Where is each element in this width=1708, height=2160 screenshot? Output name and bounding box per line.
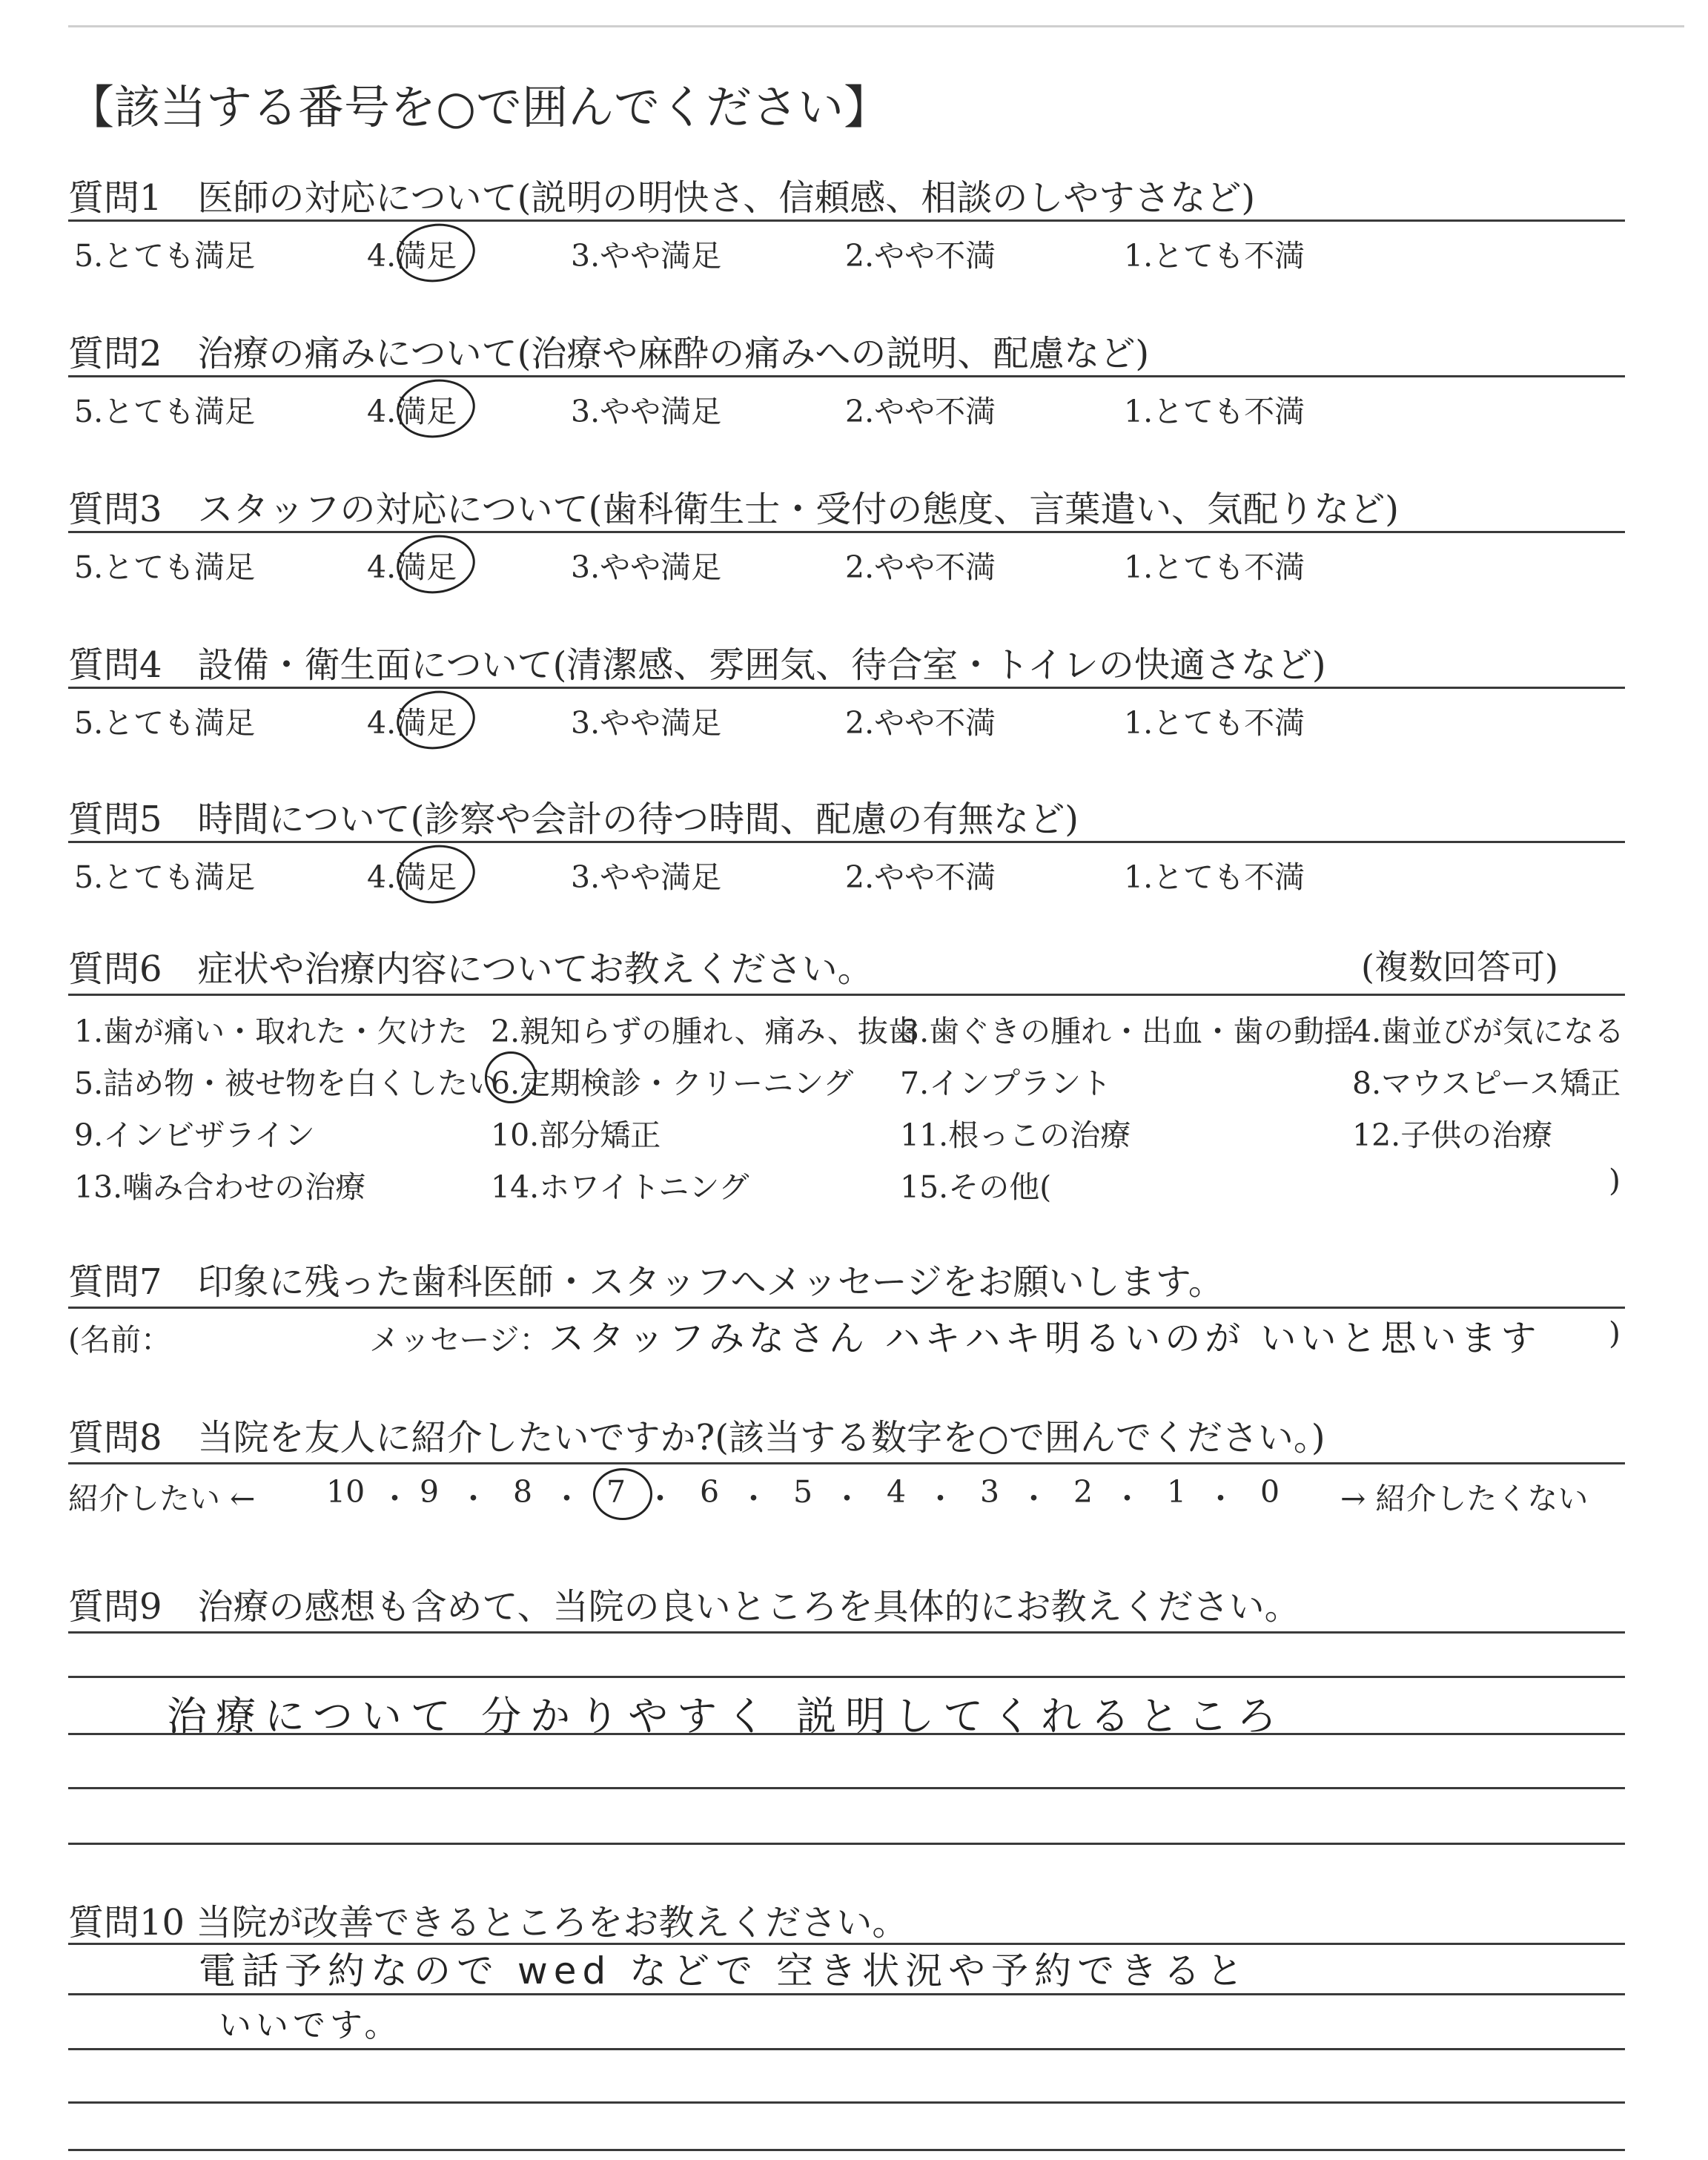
- q6-item-15-close: ): [1609, 1163, 1621, 1198]
- q3-option-1[interactable]: 1.とても不満: [1124, 549, 1305, 585]
- q6-item-10[interactable]: 10.部分矯正: [491, 1117, 661, 1153]
- q5-title: 質問5 時間について(診察や会計の待つ時間、配慮の有無など): [68, 799, 1079, 840]
- q8-separator: ・: [1205, 1481, 1236, 1516]
- q3-selection-mark: [393, 530, 479, 598]
- q10-rule-4: [68, 2101, 1625, 2104]
- top-border: [68, 25, 1684, 27]
- q10-answer-line-2[interactable]: いいです。: [219, 2007, 402, 2044]
- q7-title: 質問7 印象に残った歯科医師・スタッフへメッセージをお願いします。: [68, 1261, 1224, 1303]
- q8-scale-7[interactable]: 7: [606, 1474, 626, 1510]
- q1-selection-mark: [393, 219, 479, 287]
- q8-scale-0[interactable]: 0: [1260, 1474, 1280, 1510]
- q7-message-text[interactable]: スタッフみなさん ハキハキ明るいのが いいと思います: [549, 1318, 1541, 1359]
- q4-option-3[interactable]: 3.やや満足: [571, 705, 722, 741]
- q2-option-2[interactable]: 2.やや不満: [845, 394, 996, 429]
- q4-option-1[interactable]: 1.とても不満: [1124, 705, 1305, 741]
- q8-separator: ・: [645, 1481, 675, 1516]
- q6-item-14[interactable]: 14.ホワイトニング: [491, 1169, 749, 1205]
- q6-item-13[interactable]: 13.噛み合わせの治療: [74, 1169, 366, 1205]
- q9-rule-5: [68, 1843, 1625, 1845]
- q6-rule: [68, 994, 1625, 996]
- q3-option-3[interactable]: 3.やや満足: [571, 549, 722, 585]
- q5-rule: [68, 841, 1625, 843]
- q8-right-label: → 紹介したくない: [1340, 1481, 1589, 1516]
- q8-scale-4[interactable]: 4: [887, 1474, 907, 1510]
- q6-title: 質問6 症状や治療内容についてお教えください。: [68, 948, 873, 990]
- q8-scale-2[interactable]: 2: [1073, 1474, 1093, 1510]
- q6-item-11[interactable]: 11.根っこの治療: [900, 1117, 1131, 1153]
- q5-option-5[interactable]: 5.とても満足: [74, 859, 256, 895]
- q8-rule: [68, 1462, 1625, 1464]
- q8-separator: ・: [925, 1481, 956, 1516]
- q9-title: 質問9 治療の感想も含めて、当院の良いところを具体的にお教えください。: [68, 1586, 1300, 1628]
- q2-selection-mark: [393, 374, 479, 443]
- q8-scale-8[interactable]: 8: [513, 1474, 533, 1510]
- q6-note: (複数回答可): [1361, 947, 1558, 987]
- q6-item-12[interactable]: 12.子供の治療: [1352, 1117, 1553, 1153]
- q8-left-label: 紹介したい ←: [68, 1481, 256, 1516]
- q6-item-6[interactable]: 6.定期検診・クリーニング: [491, 1066, 854, 1101]
- q10-answer-line-1[interactable]: 電話予約なので wed などで 空き状況や予約できると: [199, 1949, 1250, 1992]
- q5-option-2[interactable]: 2.やや不満: [845, 859, 996, 895]
- q8-separator: ・: [552, 1481, 582, 1516]
- q9-rule-4: [68, 1787, 1625, 1789]
- q3-option-5[interactable]: 5.とても満足: [74, 549, 256, 585]
- q7-message-label: メッセージ：: [369, 1322, 550, 1358]
- form-header: 【該当する番号を○で囲んでください】: [68, 80, 890, 134]
- q10-title: 質問10 当院が改善できるところをお教えください。: [68, 1902, 908, 1943]
- q8-scale-6[interactable]: 6: [700, 1474, 720, 1510]
- q8-separator: ・: [458, 1481, 489, 1516]
- q7-name-label: (名前：: [68, 1322, 171, 1358]
- q5-option-3[interactable]: 3.やや満足: [571, 859, 722, 895]
- q4-option-2[interactable]: 2.やや不満: [845, 705, 996, 741]
- q6-item-9[interactable]: 9.インビザライン: [74, 1117, 315, 1153]
- q3-rule: [68, 531, 1625, 533]
- q1-option-2[interactable]: 2.やや不満: [845, 238, 996, 274]
- q8-selection-mark: [593, 1468, 652, 1520]
- q6-selection-mark: [485, 1051, 537, 1103]
- q8-separator: ・: [380, 1481, 410, 1516]
- q1-option-4[interactable]: 4.満足: [367, 238, 457, 274]
- q1-option-3[interactable]: 3.やや満足: [571, 238, 722, 274]
- q4-option-5[interactable]: 5.とても満足: [74, 705, 256, 741]
- q8-title: 質問8 当院を友人に紹介したいですか?(該当する数字を○で囲んでください。): [68, 1417, 1325, 1459]
- q7-rule: [68, 1307, 1625, 1309]
- q6-item-7[interactable]: 7.インプラント: [900, 1066, 1112, 1101]
- q8-scale-10[interactable]: 10: [326, 1474, 365, 1510]
- q5-option-1[interactable]: 1.とても不満: [1124, 859, 1305, 895]
- q10-rule-3: [68, 2048, 1625, 2050]
- q1-option-1[interactable]: 1.とても不満: [1124, 238, 1305, 274]
- q6-item-1[interactable]: 1.歯が痛い・取れた・欠けた: [74, 1014, 469, 1049]
- q4-option-4[interactable]: 4.満足: [367, 705, 457, 741]
- q9-rule-1: [68, 1631, 1625, 1634]
- q3-option-4[interactable]: 4.満足: [367, 549, 457, 585]
- q2-option-1[interactable]: 1.とても不満: [1124, 394, 1305, 429]
- q8-separator: ・: [738, 1481, 769, 1516]
- q6-item-2[interactable]: 2.親知らずの腫れ、痛み、抜歯: [491, 1014, 919, 1049]
- q6-item-3[interactable]: 3.歯ぐきの腫れ・出血・歯の動揺: [900, 1014, 1355, 1049]
- q8-scale-3[interactable]: 3: [980, 1474, 1000, 1510]
- q8-separator: ・: [1019, 1481, 1049, 1516]
- q2-title: 質問2 治療の痛みについて(治療や麻酔の痛みへの説明、配慮など): [68, 333, 1150, 374]
- q4-rule: [68, 687, 1625, 689]
- q1-title: 質問1 医師の対応について(説明の明快さ、信頼感、相談のしやすさなど): [68, 177, 1256, 219]
- q7-close: ): [1609, 1315, 1621, 1351]
- q6-item-15[interactable]: 15.その他(: [900, 1169, 1052, 1205]
- q8-scale-9[interactable]: 9: [420, 1474, 440, 1510]
- q4-title: 質問4 設備・衛生面について(清潔感、雰囲気、待合室・トイレの快適さなど): [68, 644, 1326, 686]
- q6-item-4[interactable]: 4.歯並びが気になる: [1352, 1014, 1625, 1049]
- q6-item-8[interactable]: 8.マウスピース矯正: [1352, 1066, 1621, 1101]
- q2-option-5[interactable]: 5.とても満足: [74, 394, 256, 429]
- q2-option-4[interactable]: 4.満足: [367, 394, 457, 429]
- q9-rule-2: [68, 1676, 1625, 1678]
- q1-option-5[interactable]: 5.とても満足: [74, 238, 256, 274]
- q2-option-3[interactable]: 3.やや満足: [571, 394, 722, 429]
- q8-separator: ・: [1112, 1481, 1142, 1516]
- q5-option-4[interactable]: 4.満足: [367, 859, 457, 895]
- q6-item-5[interactable]: 5.詰め物・被せ物を白くしたい: [74, 1066, 499, 1101]
- q8-scale-1[interactable]: 1: [1167, 1474, 1187, 1510]
- q1-rule: [68, 219, 1625, 222]
- q10-rule-5: [68, 2149, 1625, 2151]
- q8-scale-5[interactable]: 5: [793, 1474, 813, 1510]
- q9-answer[interactable]: 治療について 分かりやすく 説明してくれるところ: [167, 1693, 1286, 1740]
- q5-selection-mark: [393, 840, 479, 908]
- q4-selection-mark: [393, 686, 479, 754]
- q3-option-2[interactable]: 2.やや不満: [845, 549, 996, 585]
- q2-rule: [68, 375, 1625, 377]
- q8-separator: ・: [832, 1481, 862, 1516]
- q3-title: 質問3 スタッフの対応について(歯科衛生士・受付の態度、言葉遣い、気配りなど): [68, 489, 1400, 530]
